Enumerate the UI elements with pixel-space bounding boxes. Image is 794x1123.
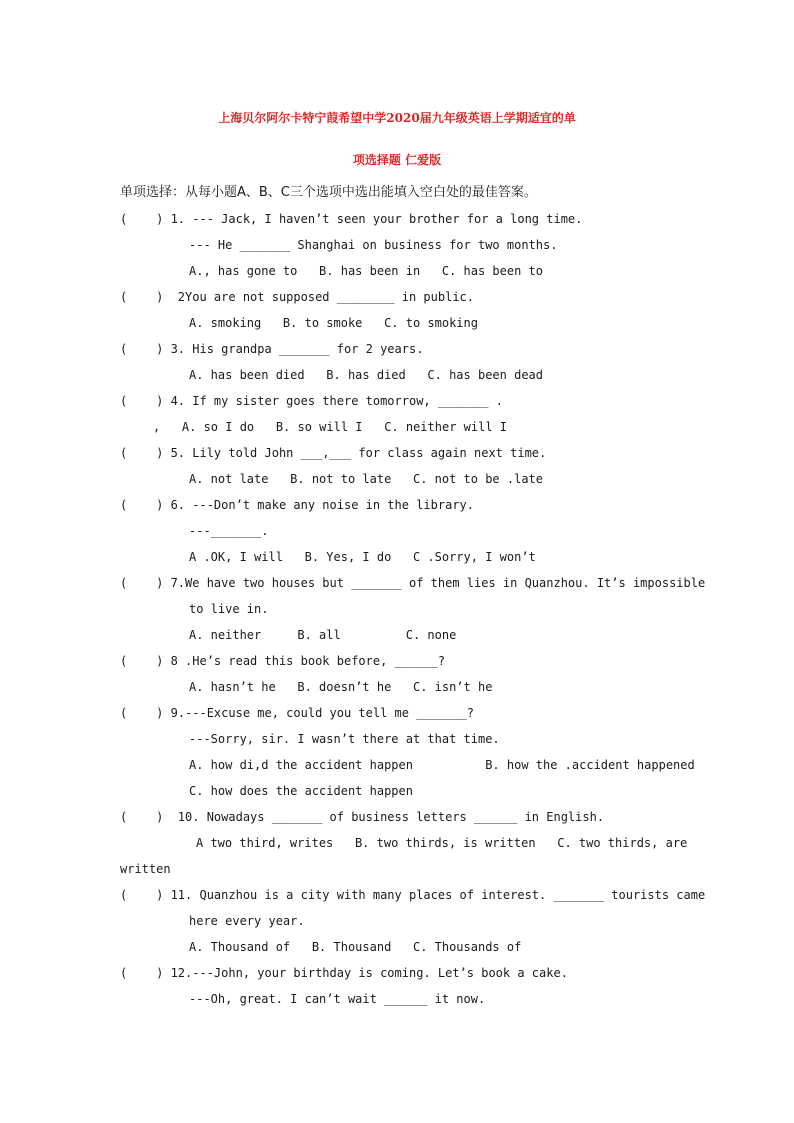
question-line: ( ) 6. ---Don’t make any noise in the library. xyxy=(120,498,475,512)
options-line: A. not late B. not to late C. not to be .late xyxy=(189,472,544,486)
question-line: here every year. xyxy=(189,914,305,928)
options-line: C. how does the accident happen xyxy=(189,784,413,798)
question-line: ( ) 10. Nowadays _______ of business letters ______ in English. xyxy=(120,810,605,824)
question-line: to live in. xyxy=(189,602,269,616)
options-line: A two third, writes B. two thirds, is written C. two thirds, are xyxy=(196,836,688,850)
question-line: ( ) 11. Quanzhou is a city with many places of interest. _______ tourists came xyxy=(120,888,706,902)
question-line: ( ) 4. If my sister goes there tomorrow, _______ . xyxy=(120,394,503,408)
question-line: ---Sorry, sir. I wasn’t there at that time. xyxy=(189,732,500,746)
document-title-line-2: 项选择题 仁爱版 xyxy=(352,153,442,167)
options-line: A. how di,d the accident happen B. how the .accident happened xyxy=(189,758,695,772)
instruction-text: 单项选择：从每小题A、B、C三个选项中选出能填入空白处的最佳答案。 xyxy=(120,185,537,200)
options-line: A. neither B. all C. none xyxy=(189,628,457,642)
question-line: ( ) 7.We have two houses but _______ of them lies in Quanzhou. It’s impossible xyxy=(120,576,706,590)
options-line: A. has been died B. has died C. has been dead xyxy=(189,368,544,382)
question-line: --- He _______ Shanghai on business for two months. xyxy=(189,238,558,252)
question-line: ( ) 5. Lily told John ___,___ for class again next time. xyxy=(120,446,547,460)
question-line: ( ) 8 .He’s read this book before, ______? xyxy=(120,654,446,668)
question-line: ---_______. xyxy=(189,524,269,538)
question-line: ( ) 2You are not supposed ________ in public. xyxy=(120,290,475,304)
question-line: ---Oh, great. I can’t wait ______ it now. xyxy=(189,992,486,1006)
options-line: A. hasn’t he B. doesn’t he C. isn’t he xyxy=(189,680,493,694)
options-line: A., has gone to B. has been in C. has been to xyxy=(189,264,544,278)
question-line: ( ) 12.---John, your birthday is coming. Let’s book a cake. xyxy=(120,966,568,980)
options-line: A. Thousand of B. Thousand C. Thousands of xyxy=(189,940,522,954)
document-title-line-1: 上海贝尔阿尔卡特宁葭希望中学2020届九年级英语上学期适宜的单 xyxy=(218,111,576,125)
options-line: A. smoking B. to smoke C. to smoking xyxy=(189,316,478,330)
question-line: ( ) 9.---Excuse me, could you tell me _______? xyxy=(120,706,475,720)
question-line: ( ) 1. --- Jack, I haven’t seen your brother for a long time. xyxy=(120,212,583,226)
options-line: A .OK, I will B. Yes, I do C .Sorry, I won’t xyxy=(189,550,536,564)
question-line: ( ) 3. His grandpa _______ for 2 years. xyxy=(120,342,424,356)
options-line: written xyxy=(120,862,171,876)
options-line: , A. so I do B. so will I C. neither will I xyxy=(153,420,508,434)
